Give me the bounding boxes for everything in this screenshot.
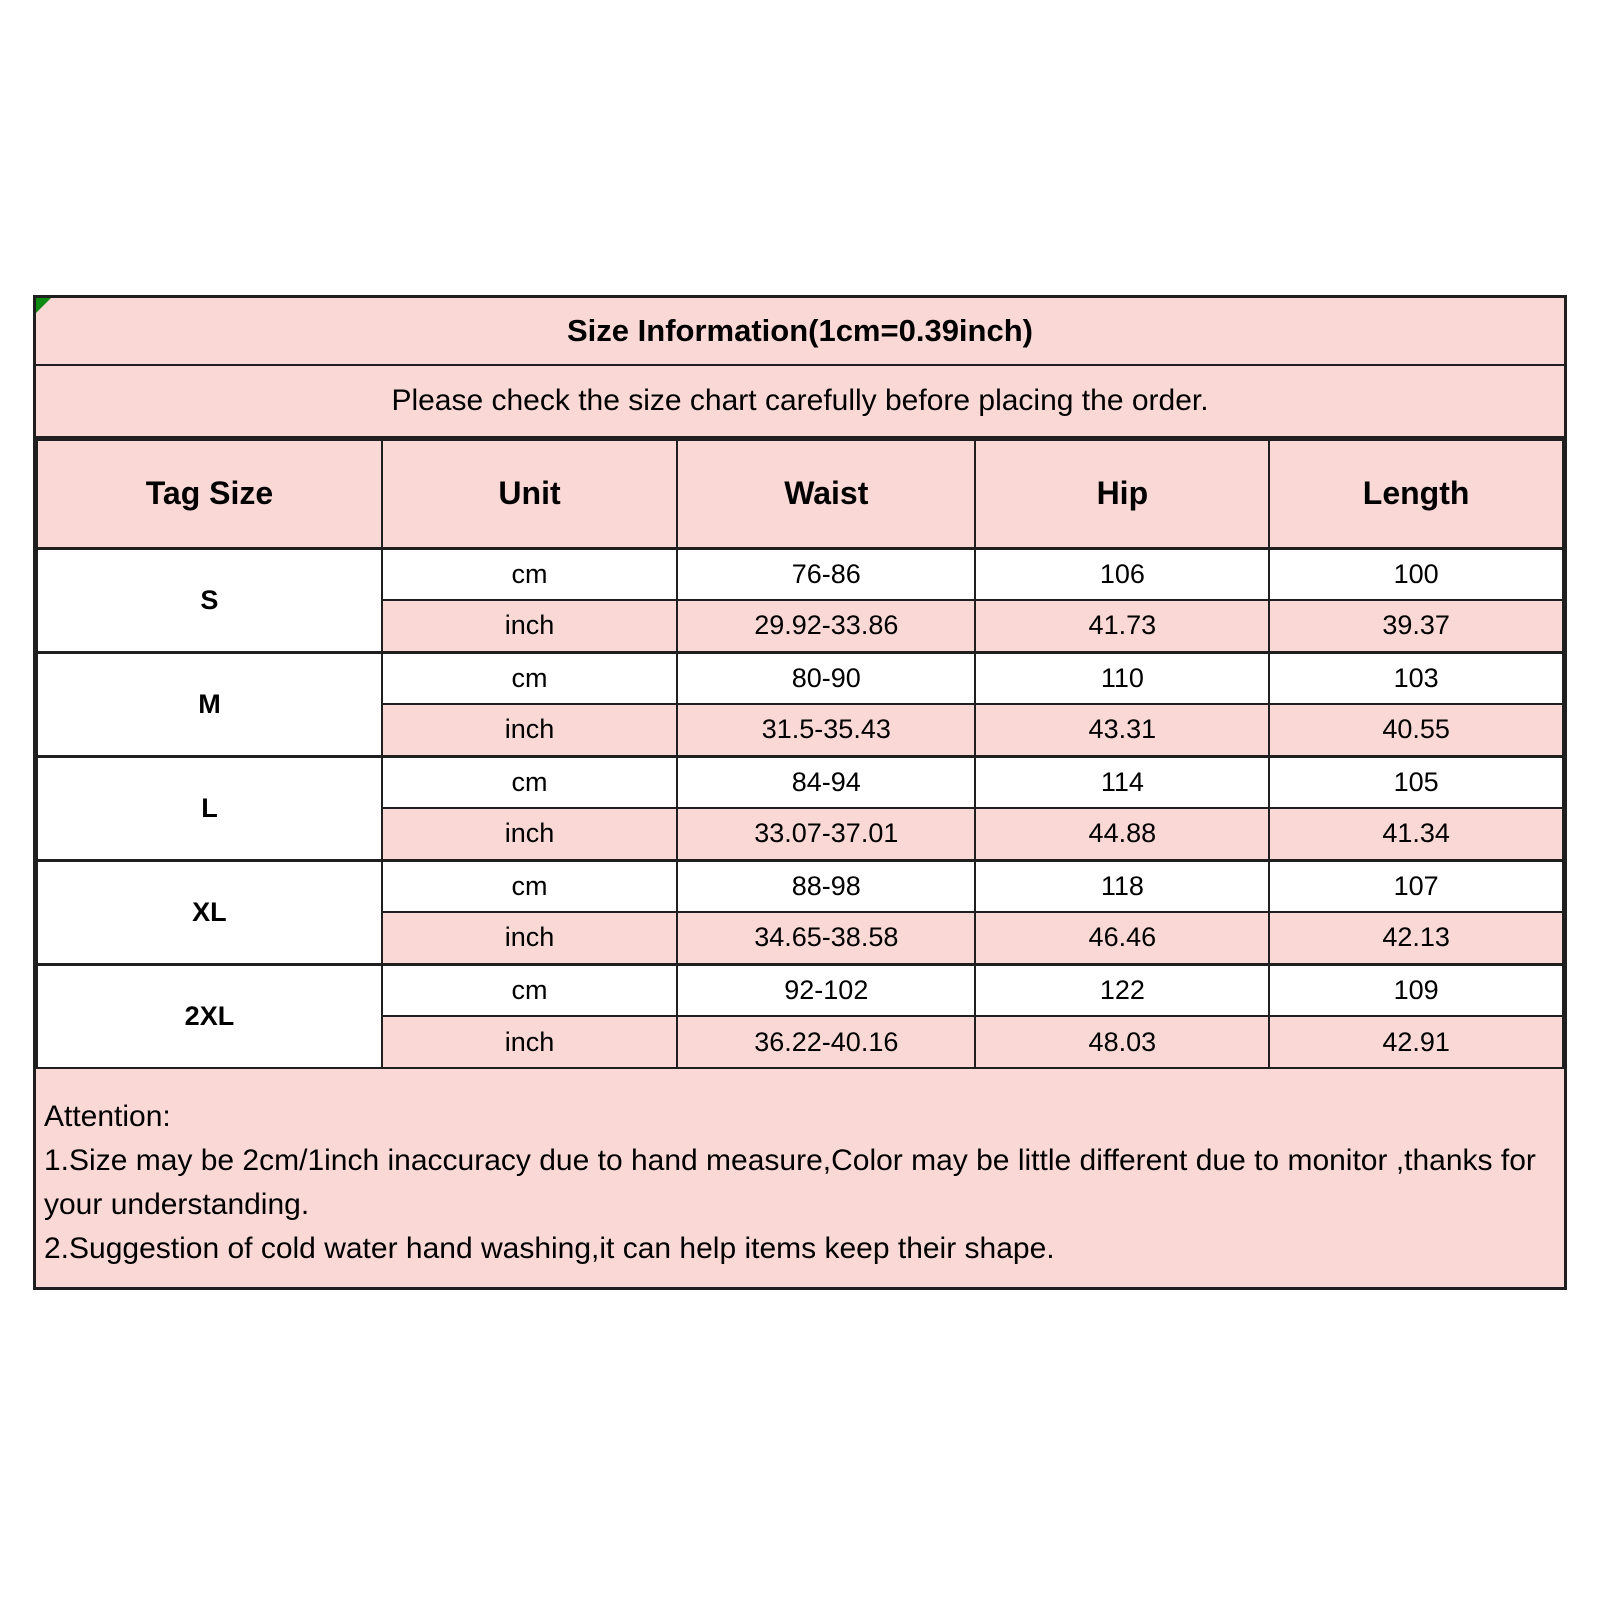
l-inch-hip: 44.88: [975, 808, 1269, 860]
xl-inch-unit: inch: [382, 912, 677, 964]
m-inch-hip: 43.31: [975, 704, 1269, 756]
attention-note-2: 2.Suggestion of cold water hand washing,it can help items keep their shape.: [44, 1232, 1055, 1266]
tag-size-s: S: [37, 548, 382, 652]
table-row-l-cm: [37, 756, 1563, 808]
table-row-s-cm: [37, 548, 1563, 600]
2xl-inch-unit: inch: [382, 1016, 677, 1068]
column-header-waist: Waist: [677, 440, 975, 548]
s-cm-unit: cm: [382, 548, 677, 600]
column-header-hip: Hip: [975, 440, 1269, 548]
2xl-cm-waist: 92-102: [677, 964, 975, 1016]
m-inch-length: 40.55: [1269, 704, 1563, 756]
xl-cm-length: 107: [1269, 860, 1563, 912]
chart-title: Size Information(1cm=0.39inch): [36, 298, 1564, 366]
m-cm-length: 103: [1269, 652, 1563, 704]
attention-note-1: 1.Size may be 2cm/1inch inaccuracy due to hand measure,Color may be little different due to monitor ,thanks for your understanding.: [44, 1144, 1536, 1222]
s-inch-unit: inch: [382, 600, 677, 652]
tag-size-m: M: [37, 652, 382, 756]
m-cm-waist: 80-90: [677, 652, 975, 704]
l-inch-unit: inch: [382, 808, 677, 860]
xl-cm-hip: 118: [975, 860, 1269, 912]
s-cm-waist: 76-86: [677, 548, 975, 600]
s-cm-length: 100: [1269, 548, 1563, 600]
l-inch-waist: 33.07-37.01: [677, 808, 975, 860]
tag-size-2xl: 2XL: [37, 964, 382, 1068]
2xl-cm-unit: cm: [382, 964, 677, 1016]
xl-inch-length: 42.13: [1269, 912, 1563, 964]
table-row-m-cm: [37, 652, 1563, 704]
chart-subtitle: Please check the size chart carefully before placing the order.: [36, 366, 1564, 439]
l-cm-hip: 114: [975, 756, 1269, 808]
size-table: [36, 439, 1564, 1069]
2xl-inch-waist: 36.22-40.16: [677, 1016, 975, 1068]
xl-cm-waist: 88-98: [677, 860, 975, 912]
attention-heading: Attention:: [44, 1100, 171, 1133]
xl-cm-unit: cm: [382, 860, 677, 912]
size-chart-table: [33, 295, 1567, 1290]
2xl-inch-length: 42.91: [1269, 1016, 1563, 1068]
m-inch-waist: 31.5-35.43: [677, 704, 975, 756]
2xl-cm-length: 109: [1269, 964, 1563, 1016]
xl-inch-waist: 34.65-38.58: [677, 912, 975, 964]
s-inch-hip: 41.73: [975, 600, 1269, 652]
l-cm-unit: cm: [382, 756, 677, 808]
attention-section: [36, 1069, 1564, 1287]
l-cm-length: 105: [1269, 756, 1563, 808]
header-row: [37, 440, 1563, 548]
m-cm-hip: 110: [975, 652, 1269, 704]
column-header-tag-size: Tag Size: [37, 440, 382, 548]
column-header-unit: Unit: [382, 440, 677, 548]
m-inch-unit: inch: [382, 704, 677, 756]
tag-size-l: L: [37, 756, 382, 860]
l-cm-waist: 84-94: [677, 756, 975, 808]
m-cm-unit: cm: [382, 652, 677, 704]
green-corner-marker-icon: [36, 298, 51, 313]
2xl-cm-hip: 122: [975, 964, 1269, 1016]
column-header-length: Length: [1269, 440, 1563, 548]
s-inch-length: 39.37: [1269, 600, 1563, 652]
s-cm-hip: 106: [975, 548, 1269, 600]
2xl-inch-hip: 48.03: [975, 1016, 1269, 1068]
l-inch-length: 41.34: [1269, 808, 1563, 860]
xl-inch-hip: 46.46: [975, 912, 1269, 964]
s-inch-waist: 29.92-33.86: [677, 600, 975, 652]
table-row-xl-cm: [37, 860, 1563, 912]
table-row-2xl-cm: [37, 964, 1563, 1016]
tag-size-xl: XL: [37, 860, 382, 964]
